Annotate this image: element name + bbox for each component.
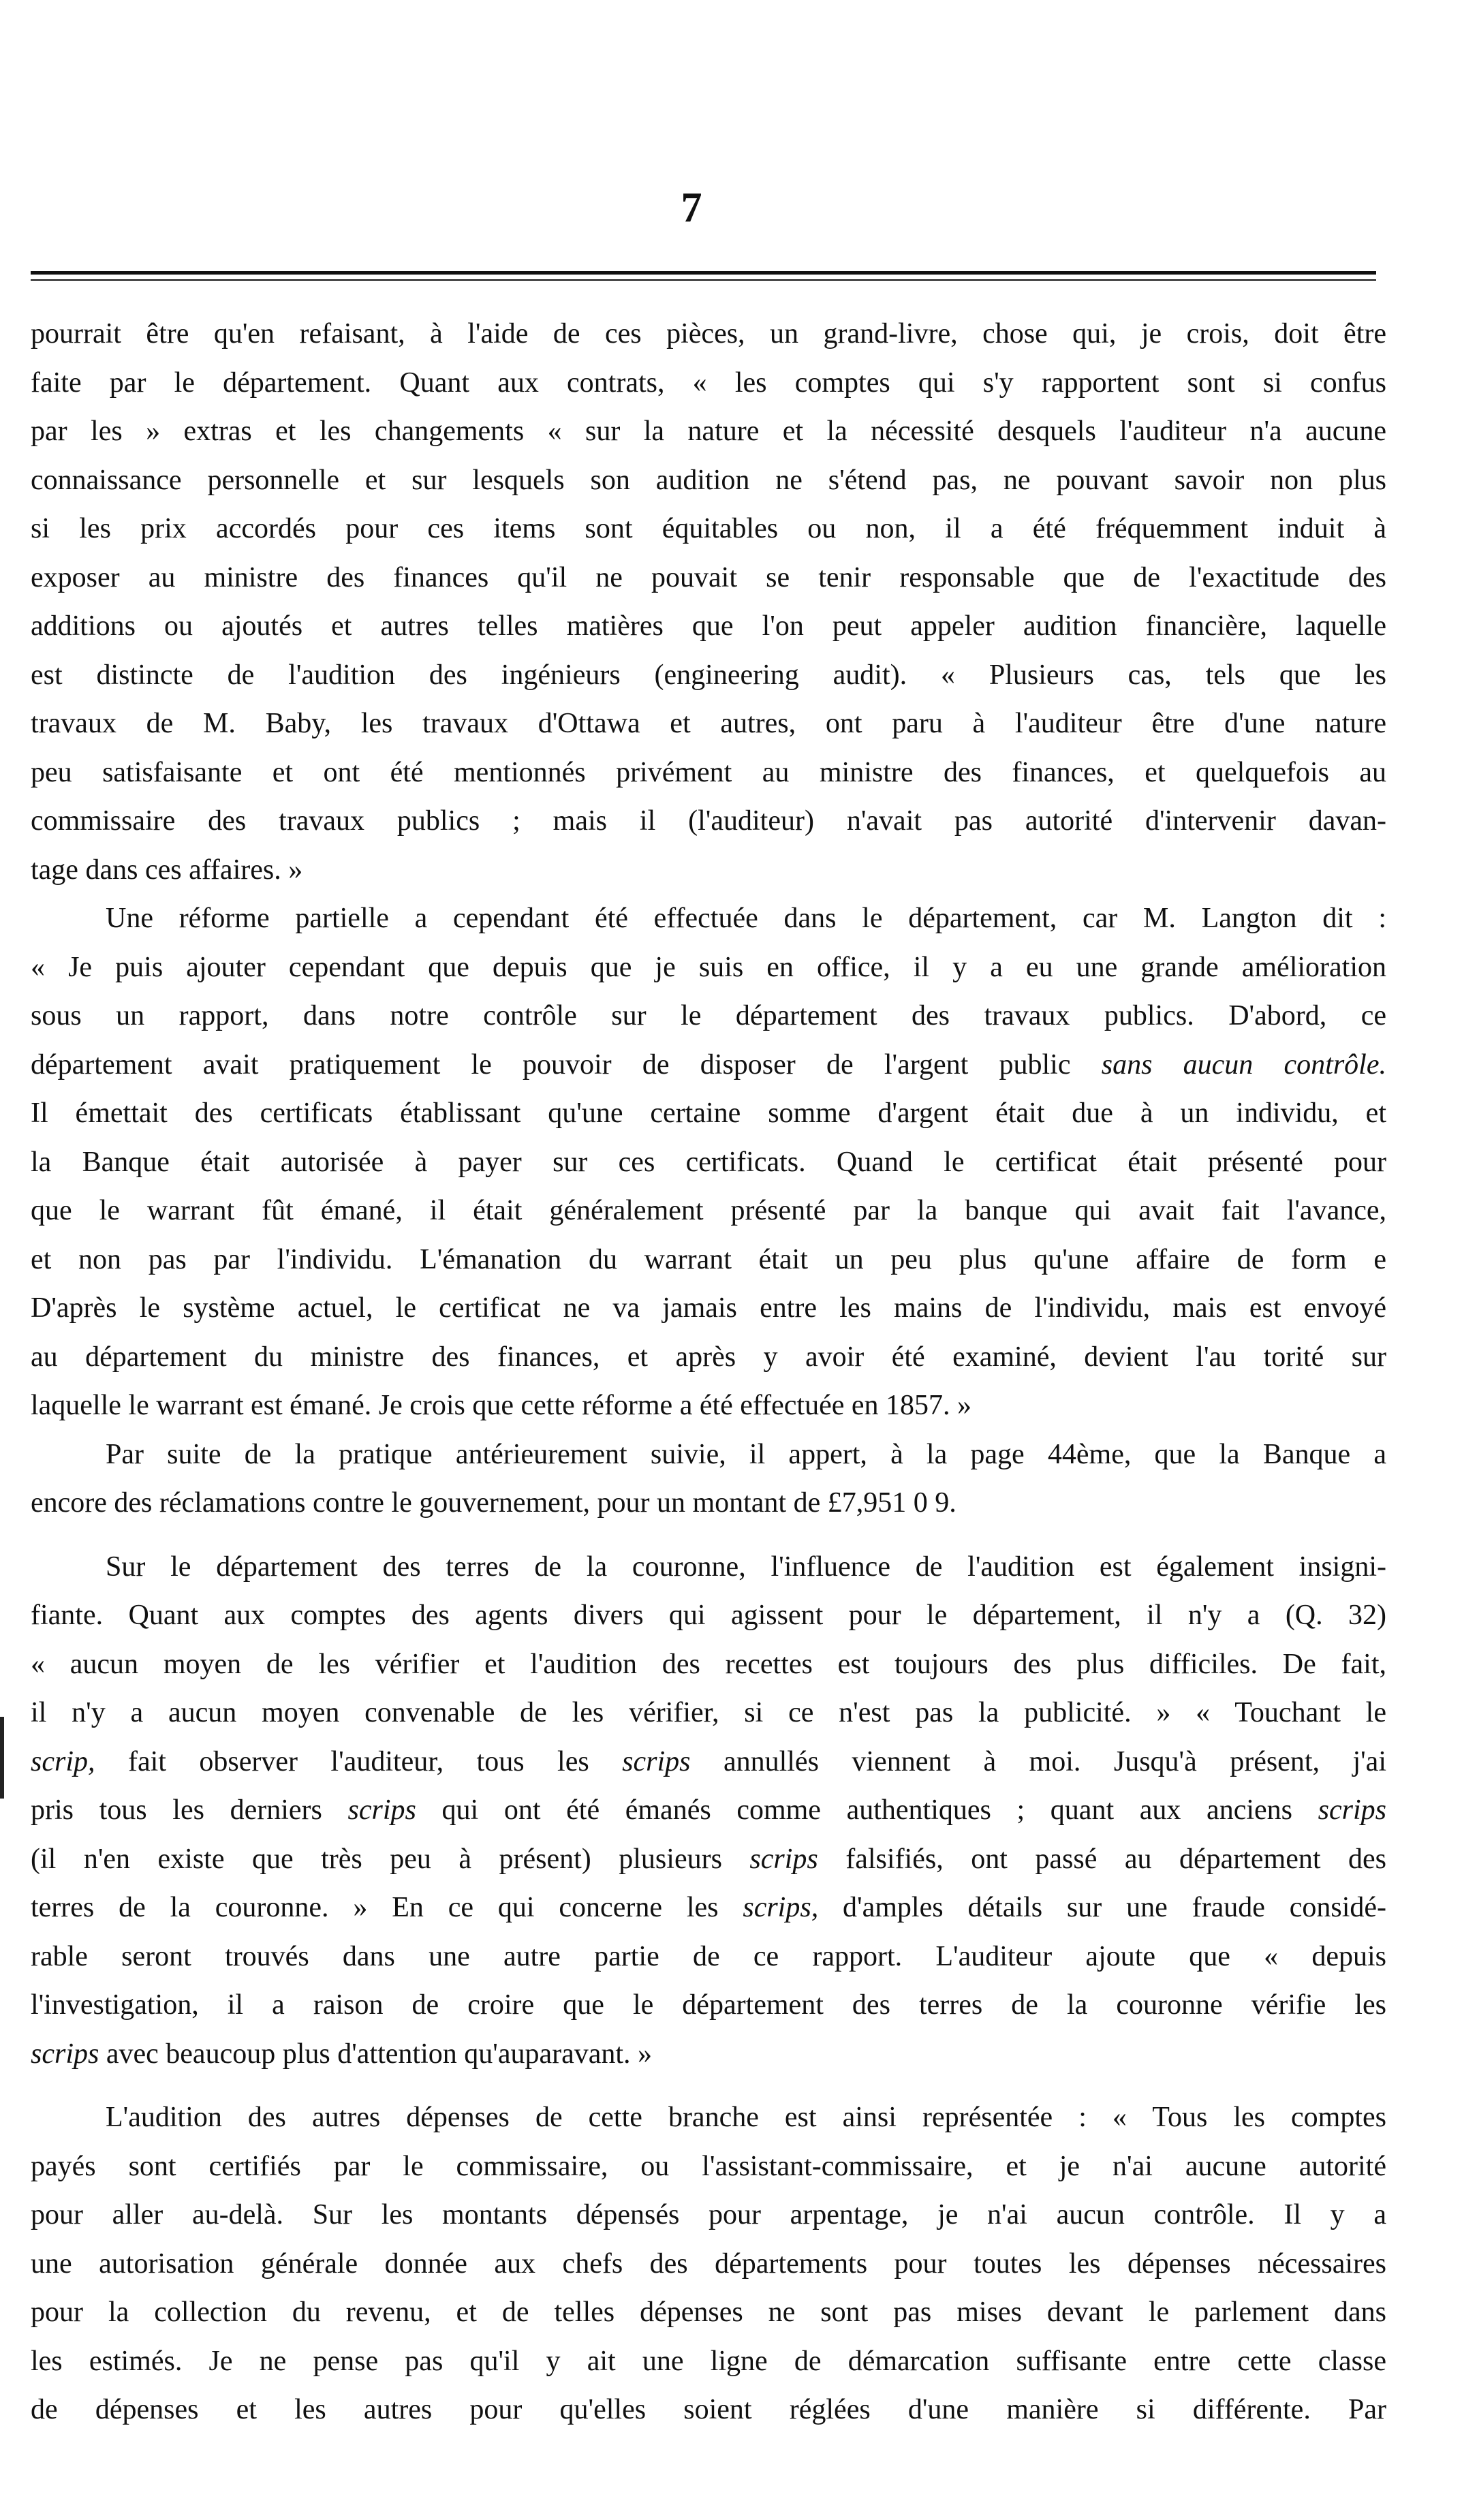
text-line (31, 1835, 1386, 1884)
text-span: d'amples détails sur une fraude considé- (818, 1892, 1386, 1923)
header-rule-thin (31, 279, 1376, 281)
text-line (31, 1089, 1386, 1138)
text-line (31, 1138, 1386, 1187)
text-line (31, 2143, 1386, 2192)
text-line (31, 2288, 1386, 2337)
text-span: exposer au ministre des finances qu'il ne pouvait se tenir responsable que de l'exactitude des (31, 561, 1386, 593)
text-line (31, 1640, 1386, 1690)
text-line (31, 1933, 1386, 1982)
text-span: L'audition des autres dépenses de cette branche est ainsi représentée : « Tous les comptes (106, 2102, 1386, 2133)
text-span: Sur le département des terres de la couronne, l'influence de l'audition est également insigni- (106, 1551, 1386, 1583)
text-line (31, 700, 1386, 749)
text-line (31, 895, 1386, 944)
scan-edge-mark (0, 1717, 4, 1799)
text-span: pris tous les derniers (31, 1794, 348, 1826)
text-line (31, 1431, 1386, 1480)
text-line (31, 1284, 1386, 1333)
italic-term: scrips (347, 1794, 416, 1826)
text-span: encore des réclamations contre le gouvernement, pour un montant de £7,951 0 9. (31, 1487, 956, 1519)
text-span: l'investigation, il a raison de croire que le département des terres de la couronne vérifie les (31, 1989, 1386, 2021)
text-span: fait observer l'auditeur, tous les (95, 1745, 623, 1777)
text-line (31, 310, 1386, 359)
text-span: par les » extras et les changements « sur la nature et la nécessité desquels l'auditeur n'a aucune (31, 416, 1386, 447)
text-span: pour aller au-delà. Sur les montants dépensés pour arpentage, je n'ai aucun contrôle. Il y a (31, 2199, 1386, 2230)
text-span: annullés viennent à moi. Jusqu'à présent, j'ai (690, 1745, 1386, 1777)
text-span: et non pas par l'individu. L'émanation du warrant était un peu plus qu'une affaire de form e (31, 1243, 1386, 1275)
text-span: les estimés. Je ne pense pas qu'il y ait une ligne de démarcation suffisante entre cette classe (31, 2345, 1386, 2377)
text-line (31, 456, 1386, 505)
text-span: travaux de M. Baby, les travaux d'Ottawa et autres, ont paru à l'auditeur être d'une nature (31, 708, 1386, 739)
italic-term: sans aucun contrôle. (1101, 1048, 1386, 1080)
text-line (31, 749, 1386, 798)
text-span: tage dans ces affaires. » (31, 854, 303, 886)
text-span: rable seront trouvés dans une autre partie de ce rapport. L'auditeur ajoute que « depuis (31, 1940, 1386, 1972)
body-text (31, 310, 1386, 2435)
text-line (31, 1591, 1386, 1640)
text-span: si les prix accordés pour ces items sont équitables ou non, il a été fréquemment induit à (31, 513, 1386, 544)
text-line (31, 2030, 1386, 2079)
text-line (31, 2337, 1386, 2386)
text-line (31, 359, 1386, 408)
text-span: connaissance personnelle et sur lesquels son audition ne s'étend pas, ne pouvant savoir non plus (31, 464, 1386, 496)
text-span: pourrait être qu'en refaisant, à l'aide de ces pièces, un grand-livre, chose qui, je crois, doit être (31, 318, 1386, 349)
text-line (31, 992, 1386, 1041)
text-span: commissaire des travaux publics ; mais il (l'auditeur) n'avait pas autorité d'intervenir davan- (31, 805, 1386, 837)
text-span: laquelle le warrant est émané. Je crois que cette réforme a été effectuée en 1857. » (31, 1390, 972, 1421)
italic-term: scrips (31, 2038, 99, 2070)
text-span: département avait pratiquement le pouvoir de disposer de l'argent public (31, 1048, 1102, 1080)
text-line (31, 1786, 1386, 1835)
italic-term: scrips (749, 1843, 818, 1875)
text-span: additions ou ajoutés et autres telles matières que l'on peut appeler audition financière, laquelle (31, 610, 1386, 642)
text-span: faite par le département. Quant aux contrats, « les comptes qui s'y rapportent sont si confus (31, 367, 1386, 399)
text-span: terres de la couronne. » En ce qui concerne les (31, 1892, 743, 1923)
text-span: sous un rapport, dans notre contrôle sur le département des travaux publics. D'abord, ce (31, 1000, 1386, 1031)
text-line (31, 797, 1386, 846)
text-line (31, 1382, 1386, 1431)
text-line (31, 2386, 1386, 2435)
text-span: « Je puis ajouter cependant que depuis que je suis en office, il y a eu une grande amélioration (31, 951, 1386, 983)
text-span: payés sont certifiés par le commissaire, ou l'assistant-commissaire, et je n'ai aucune autorité (31, 2150, 1386, 2182)
header-rule-thick (31, 271, 1376, 275)
text-span: (il n'en existe que très peu à présent) plusieurs (31, 1843, 750, 1875)
text-span: la Banque était autorisée à payer sur ces certificats. Quand le certificat était présenté pour (31, 1146, 1386, 1178)
text-line (31, 1543, 1386, 1592)
text-span: une autorisation générale donnée aux chefs des départements pour toutes les dépenses nécessaires (31, 2247, 1386, 2280)
text-span: falsifiés, ont passé au département des (818, 1843, 1386, 1875)
text-line (31, 1981, 1386, 2030)
page-number: 7 (681, 185, 702, 231)
italic-term: scrips (1318, 1794, 1386, 1826)
text-span: de dépenses et les autres pour qu'elles soient réglées d'une manière si différente. Par (31, 2394, 1386, 2425)
text-span: Une réforme partielle a cependant été effectuée dans le département, car M. Langton dit : (106, 903, 1386, 934)
italic-term: scrip, (31, 1745, 95, 1777)
text-line (31, 1738, 1386, 1787)
italic-term: scrips, (743, 1892, 819, 1923)
text-line (31, 1041, 1386, 1090)
text-line (31, 1236, 1386, 1285)
text-span: qui ont été émanés comme authentiques ; quant aux anciens (416, 1794, 1318, 1826)
text-line (31, 2094, 1386, 2143)
text-span: au département du ministre des finances, et après y avoir été examiné, devient l'au torité sur (31, 1341, 1386, 1373)
text-line (31, 1689, 1386, 1738)
text-span: Par suite de la pratique antérieurement suivie, il appert, à la page 44ème, que la Banque a (106, 1438, 1386, 1470)
text-line (31, 2240, 1386, 2289)
text-line (31, 602, 1386, 651)
text-span: D'après le système actuel, le certificat ne va jamais entre les mains de l'individu, mais est envoyé (31, 1292, 1386, 1324)
text-span: avec beaucoup plus d'attention qu'auparavant. » (99, 2038, 653, 2070)
text-line (31, 651, 1386, 700)
text-span: peu satisfaisante et ont été mentionnés privément au ministre des finances, et quelquefois au (31, 756, 1386, 788)
text-span: pour la collection du revenu, et de telles dépenses ne sont pas mises devant le parlement dans (31, 2297, 1386, 2328)
text-line (31, 505, 1386, 554)
text-line (31, 2191, 1386, 2240)
text-line (31, 1333, 1386, 1382)
text-span: « aucun moyen de les vérifier et l'audition des recettes est toujours des plus difficiles. De fait, (31, 1648, 1386, 1680)
text-line (31, 1187, 1386, 1236)
text-span: est distincte de l'audition des ingénieurs (engineering audit). « Plusieurs cas, tels que les (31, 659, 1386, 691)
text-line (31, 1884, 1386, 1933)
text-span: fiante. Quant aux comptes des agents divers qui agissent pour le département, il n'y a (Q. 32) (31, 1600, 1386, 1631)
text-line (31, 846, 1386, 895)
text-line (31, 407, 1386, 456)
italic-term: scrips (622, 1745, 691, 1777)
text-line (31, 1479, 1386, 1528)
text-span: que le warrant fût émané, il était généralement présenté par la banque qui avait fait l'avance, (31, 1195, 1386, 1226)
text-span: il n'y a aucun moyen convenable de les vérifier, si ce n'est pas la publicité. » « Touchant le (31, 1697, 1386, 1728)
text-line (31, 944, 1386, 993)
text-span: Il émettait des certificats établissant qu'une certaine somme d'argent était due à un individu, et (31, 1098, 1386, 1129)
text-line (31, 554, 1386, 603)
